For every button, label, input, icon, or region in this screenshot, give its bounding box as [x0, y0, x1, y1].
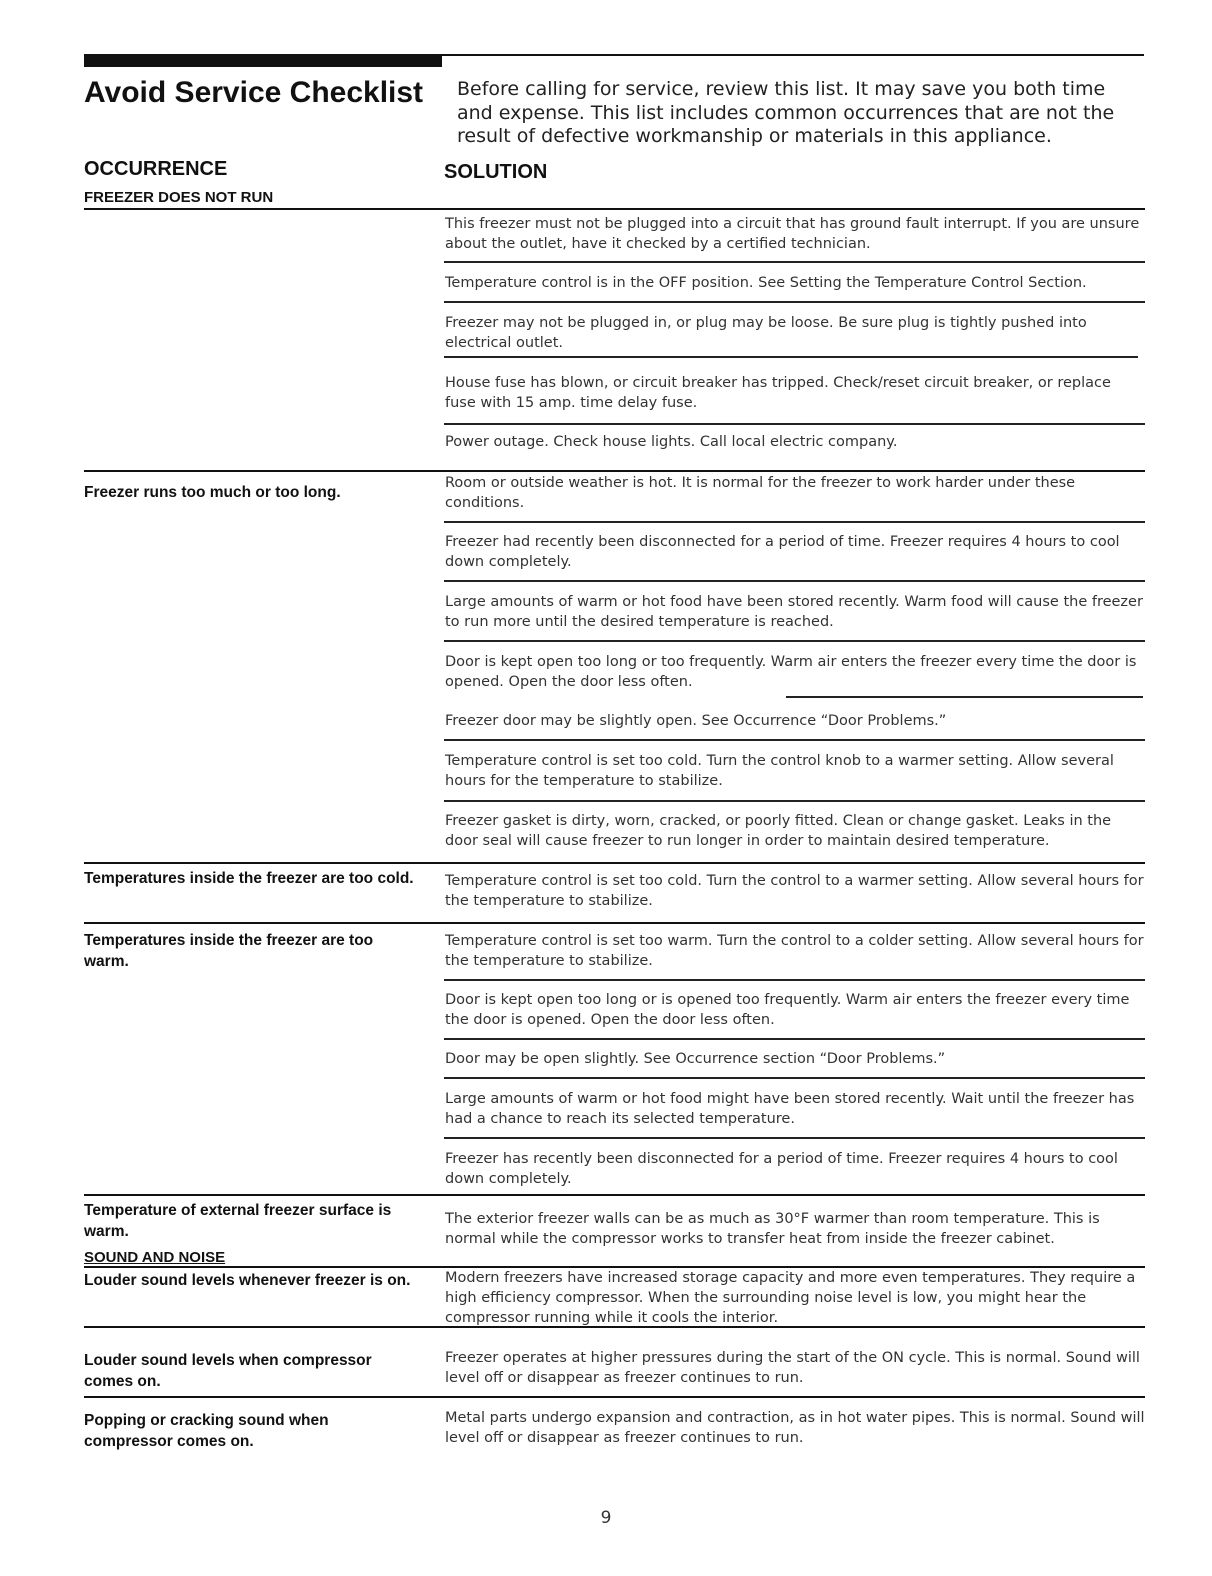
solution-divider — [444, 301, 1145, 303]
solution-text: Modern freezers have increased storage capacity and more even temperatures. They require a high efficiency compressor. When the surrounding noise level is low, you might hear the compressor running while it cools the interior. — [445, 1270, 1136, 1326]
header-bar — [84, 54, 442, 67]
occurrence-label: Temperatures inside the freezer are too cold. — [84, 870, 414, 887]
solution-text: Large amounts of warm or hot food might have been stored recently. Wait until the freezer has had a chance to reach its selected temperature. — [445, 1091, 1135, 1127]
solution-text: Freezer operates at higher pressures during the start of the ON cycle. This is normal. Sound will level off or disappear as freezer continues to run. — [445, 1350, 1140, 1386]
header-rule — [442, 54, 1144, 56]
solution-divider — [444, 521, 1145, 523]
solution-text: Room or outside weather is hot. It is normal for the freezer to work harder under these conditions. — [445, 475, 1076, 511]
solution-divider — [444, 261, 1145, 263]
solution-text: Metal parts undergo expansion and contraction, as in hot water pipes. This is normal. Sound will level off or disappear as freezer continues to run. — [445, 1410, 1145, 1446]
solution-text: Freezer may not be plugged in, or plug may be loose. Be sure plug is tightly pushed into electrical outlet. — [445, 315, 1087, 351]
solution-text: This freezer must not be plugged into a circuit that has ground fault interrupt. If you are unsure about the outlet, have it checked by a certified technician. — [445, 216, 1140, 252]
occurrence-label: Temperatures inside the freezer are too warm. — [84, 932, 374, 970]
page-number: 9 — [600, 1508, 612, 1528]
row-divider — [84, 208, 1145, 210]
row-divider — [84, 862, 1145, 864]
solution-text: Freezer has recently been disconnected for a period of time. Freezer requires 4 hours to cool down completely. — [445, 1151, 1118, 1187]
solution-divider — [444, 800, 1145, 802]
page-title: Avoid Service Checklist — [84, 76, 424, 109]
occurrence-label: Louder sound levels when compressor comes on. — [84, 1352, 372, 1390]
solution-divider — [444, 423, 1145, 425]
section-heading-sound-and-noise: SOUND AND NOISE — [84, 1249, 226, 1266]
solution-divider — [444, 1137, 1145, 1139]
solution-divider — [444, 640, 1145, 642]
section-heading-freezer-does-not-run: FREEZER DOES NOT RUN — [84, 189, 274, 206]
solution-divider — [444, 1038, 1145, 1040]
solution-text: Temperature control is set too cold. Turn the control knob to a warmer setting. Allow several hours for the temperature to stabilize. — [445, 753, 1114, 789]
solution-divider — [444, 979, 1145, 981]
solution-divider — [444, 356, 1138, 358]
occurrence-label: Popping or cracking sound when compressor comes on. — [84, 1412, 329, 1450]
solution-text: The exterior freezer walls can be as much as 30°F warmer than room temperature. This is normal while the compressor works to transfer heat from inside the freezer cabinet. — [445, 1211, 1100, 1247]
solution-text: Door is kept open too long or is opened too frequently. Warm air enters the freezer every time the door is opened. Open the door less often. — [445, 992, 1130, 1028]
solution-text: Power outage. Check house lights. Call local electric company. — [445, 434, 898, 450]
solution-text: Door may be open slightly. See Occurrence section “Door Problems.” — [445, 1051, 946, 1067]
solution-text: Temperature control is in the OFF position. See Setting the Temperature Control Section. — [445, 275, 1087, 291]
row-divider — [84, 470, 1145, 472]
row-divider — [84, 1396, 1145, 1398]
solution-text: Door is kept open too long or too frequently. Warm air enters the freezer every time the door is opened. Open the door less often. — [445, 654, 1137, 690]
occurrence-label: Louder sound levels whenever freezer is on. — [84, 1272, 411, 1289]
solution-text: Temperature control is set too cold. Turn the control to a warmer setting. Allow several hours for the temperature to stabilize. — [445, 873, 1144, 909]
solution-column-heading: SOLUTION — [444, 161, 548, 183]
intro-paragraph: Before calling for service, review this list. It may save you both time and expense. This list includes common occurrences that are not the result of defective workmanship or materials in this appliance. — [457, 78, 1115, 147]
row-divider — [84, 922, 1145, 924]
solution-text: Freezer had recently been disconnected for a period of time. Freezer requires 4 hours to cool down completely. — [445, 534, 1120, 570]
occurrence-label: Freezer runs too much or too long. — [84, 484, 341, 501]
solution-text: Freezer door may be slightly open. See Occurrence “Door Problems.” — [445, 713, 947, 729]
row-divider — [84, 1194, 1145, 1196]
occurrence-column-heading: OCCURRENCE — [84, 158, 228, 180]
solution-divider — [786, 696, 1143, 698]
occurrence-label: Temperature of external freezer surface is warm. — [84, 1202, 392, 1240]
solution-text: House fuse has blown, or circuit breaker has tripped. Check/reset circuit breaker, or replace fuse with 15 amp. time delay fuse. — [445, 375, 1111, 411]
solution-divider — [444, 739, 1145, 741]
solution-divider — [444, 1077, 1145, 1079]
solution-text: Large amounts of warm or hot food have been stored recently. Warm food will cause the freezer to run more until the desired temperature is reached. — [445, 594, 1143, 630]
solution-text: Temperature control is set too warm. Turn the control to a colder setting. Allow several hours for the temperature to stabilize. — [445, 933, 1144, 969]
solution-text: Freezer gasket is dirty, worn, cracked, or poorly fitted. Clean or change gasket. Leaks in the door seal will cause freezer to run longer in order to maintain desired temperature. — [445, 813, 1112, 849]
solution-divider — [444, 580, 1145, 582]
